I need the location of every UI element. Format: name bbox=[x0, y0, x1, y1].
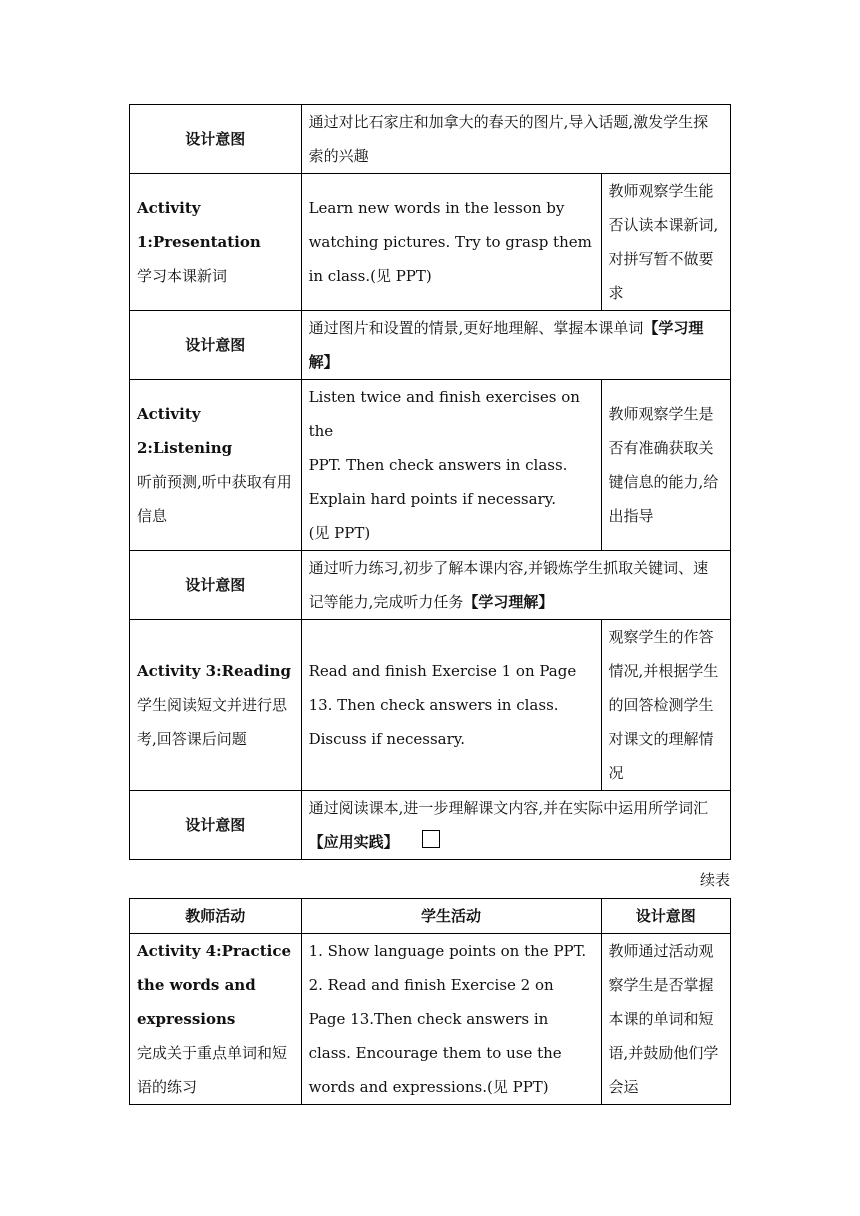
student-line: (见 PPT) bbox=[308, 524, 371, 542]
student-activity-cell bbox=[301, 934, 601, 1105]
teacher-activity-cell bbox=[130, 620, 302, 791]
intent-tag: 【学习理解】 bbox=[463, 593, 554, 611]
intent-tag: 【应用实践】 bbox=[308, 833, 399, 851]
design-intent-row bbox=[130, 311, 731, 380]
activity-title: Activity 4:Practice the words and expressions bbox=[137, 942, 291, 1028]
activity-title: Activity 1:Presentation bbox=[137, 199, 261, 251]
student-line: PPT. Then check answers in class. bbox=[308, 456, 568, 474]
student-activity-cell: Learn new words in the lesson by watching pictures. Try to grasp them in class.(见 PPT) bbox=[301, 174, 601, 311]
lesson-plan-table bbox=[129, 104, 731, 860]
activity-desc: 完成关于重点单词和短语的练习 bbox=[137, 1044, 288, 1096]
design-intent-text: 通过对比石家庄和加拿大的春天的图片,导入话题,激发学生探索的兴趣 bbox=[301, 105, 730, 174]
header-teacher-activity: 教师活动 bbox=[130, 899, 302, 934]
activity-desc: 学习本课新词 bbox=[137, 267, 228, 285]
continued-label: 续表 bbox=[699, 871, 730, 889]
header-student-activity: 学生活动 bbox=[301, 899, 601, 934]
lesson-plan-table-continued bbox=[129, 898, 731, 1105]
activity-title: Activity 2:Listening bbox=[137, 405, 233, 457]
evaluation-cell: 教师观察学生是否有准确获取关键信息的能力,给出指导 bbox=[601, 380, 730, 551]
activity-desc: 学生阅读短文并进行思考,回答课后问题 bbox=[137, 696, 288, 748]
design-intent-label: 设计意图 bbox=[130, 311, 302, 380]
student-activity-cell bbox=[301, 380, 601, 551]
student-line: Listen twice and finish exercises on the bbox=[308, 388, 580, 440]
teacher-activity-cell bbox=[130, 174, 302, 311]
student-activity-cell: Read and finish Exercise 1 on Page 13. Then check answers in class. Discuss if necessary. bbox=[301, 620, 601, 791]
design-intent-text: 通过听力练习,初步了解本课内容,并锻炼学生抓取关键词、速记等能力,完成听力任务【学习理解】 bbox=[301, 551, 730, 620]
evaluation-cell: 观察学生的作答情况,并根据学生的回答检测学生对课文的理解情况 bbox=[601, 620, 730, 791]
design-intent-row bbox=[130, 105, 731, 174]
design-intent-row bbox=[130, 791, 731, 860]
student-line: Explain hard points if necessary. bbox=[308, 490, 556, 508]
design-intent-label: 设计意图 bbox=[130, 791, 302, 860]
evaluation-cell: 教师观察学生能否认读本课新词,对拼写暂不做要求 bbox=[601, 174, 730, 311]
design-intent-label: 设计意图 bbox=[130, 551, 302, 620]
activity-row bbox=[130, 380, 731, 551]
student-line: 2. Read and finish Exercise 2 on Page 13.Then check answers in class. Encourage them to use the words and expressions.(见 PPT) bbox=[308, 976, 562, 1096]
activity-row bbox=[130, 174, 731, 311]
design-intent-text: 通过阅读课本,进一步理解课文内容,并在实际中运用所学词汇【应用实践】 bbox=[301, 791, 730, 860]
activity-row bbox=[130, 620, 731, 791]
header-row bbox=[130, 899, 731, 934]
activity-title: Activity 3:Reading bbox=[137, 662, 291, 680]
design-intent-text: 通过图片和设置的情景,更好地理解、掌握本课单词【学习理解】 bbox=[301, 311, 730, 380]
placeholder-box-icon bbox=[422, 830, 440, 848]
teacher-activity-cell bbox=[130, 380, 302, 551]
teacher-activity-cell bbox=[130, 934, 302, 1105]
student-line: 1. Show language points on the PPT. bbox=[308, 942, 587, 960]
design-intent-row bbox=[130, 551, 731, 620]
design-intent-label: 设计意图 bbox=[130, 105, 302, 174]
evaluation-cell: 教师通过活动观察学生是否掌握本课的单词和短语,并鼓励他们学会运 bbox=[601, 934, 730, 1105]
activity-row bbox=[130, 934, 731, 1105]
activity-desc: 听前预测,听中获取有用信息 bbox=[137, 473, 292, 525]
intent-tag: 【学习理解】 bbox=[308, 319, 704, 371]
header-design-intent: 设计意图 bbox=[601, 899, 730, 934]
